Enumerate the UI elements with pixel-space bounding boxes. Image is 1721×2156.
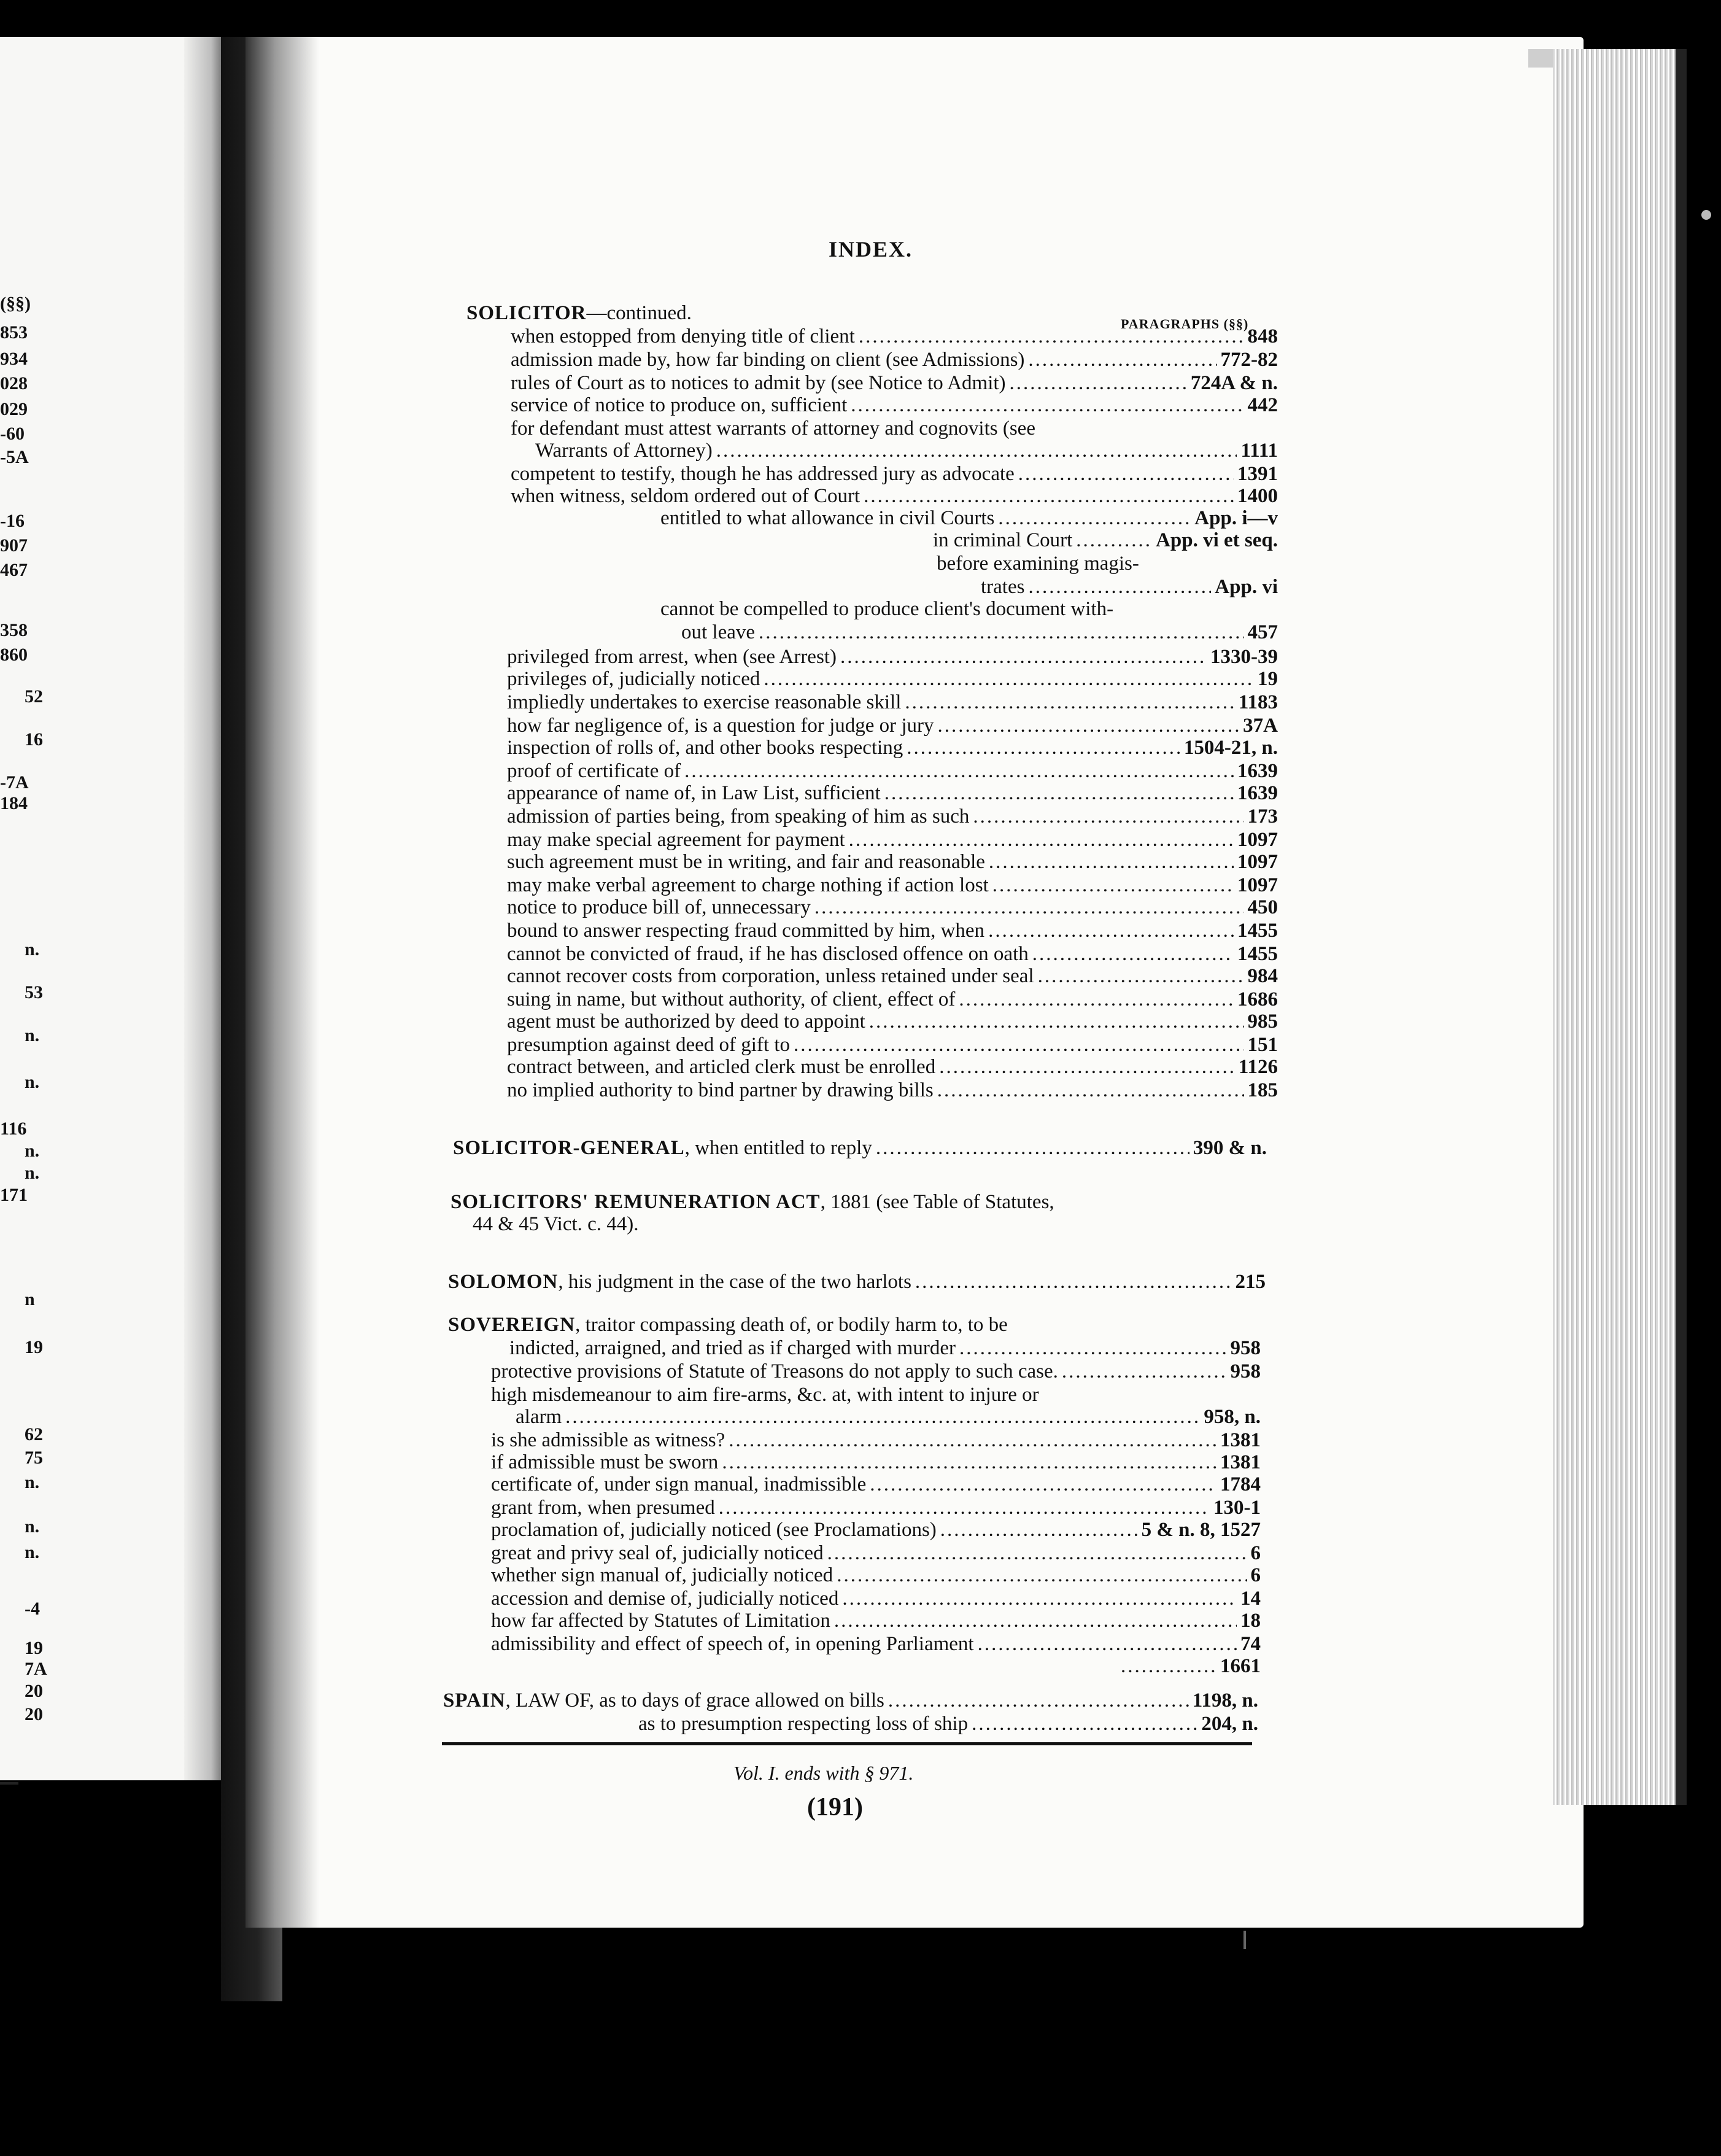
left-margin-number: 853	[0, 322, 28, 343]
entry-text: Warrants of Attorney)	[535, 440, 713, 462]
index-entry	[491, 1588, 1261, 1610]
dot-leader	[684, 760, 1234, 783]
left-margin-number: 53	[25, 982, 43, 1002]
dot-leader	[959, 1337, 1227, 1360]
paragraph-reference: 1455	[1237, 920, 1278, 942]
left-margin-number: 62	[25, 1424, 43, 1444]
left-margin-number: 20	[25, 1681, 43, 1701]
dot-leader	[834, 1610, 1237, 1632]
left-margin-number: 19	[25, 1337, 43, 1357]
dot-leader	[884, 782, 1234, 805]
dot-leader	[959, 988, 1234, 1011]
paragraph-reference: 1504-21, n.	[1183, 737, 1278, 759]
index-entry	[981, 576, 1278, 599]
index-entry	[491, 1542, 1261, 1565]
volume-note: Vol. I. ends with § 971.	[733, 1762, 914, 1784]
index-entry	[491, 1473, 1261, 1496]
dot-leader	[869, 1010, 1244, 1033]
index-headword-entry	[443, 1689, 1258, 1712]
dot-leader	[565, 1406, 1200, 1429]
page-curl-shadow	[246, 37, 319, 1928]
entry-text: cannot be convicted of fraud, if he has disclosed offence on oath	[507, 943, 1029, 965]
paragraph-reference: 1784	[1220, 1473, 1261, 1495]
paragraph-reference: 1111	[1240, 440, 1278, 462]
index-entry	[507, 943, 1278, 966]
paragraph-reference: 1330-39	[1210, 646, 1278, 668]
left-margin-number: 16	[25, 729, 43, 750]
paragraph-reference: 5 & n. 8, 1527	[1141, 1519, 1261, 1541]
index-entry	[507, 874, 1278, 897]
paragraph-reference: 958	[1230, 1360, 1261, 1382]
dot-leader	[907, 737, 1180, 759]
entry-text: impliedly undertakes to exercise reasonable skill	[507, 691, 902, 713]
paragraph-reference: 848	[1247, 325, 1278, 347]
page-edge-stack	[1553, 49, 1687, 1805]
entry-text: before examining magis-	[937, 553, 1139, 575]
dot-leader	[915, 1271, 1232, 1293]
paragraph-reference: 1639	[1237, 760, 1278, 782]
index-entry	[660, 598, 1113, 621]
paragraph-reference: 442	[1247, 394, 1278, 416]
paragraph-reference: 6	[1250, 1564, 1261, 1586]
headword: SOVEREIGN	[448, 1314, 576, 1336]
entry-text: 44 & 45 Vict. c. 44).	[473, 1213, 639, 1235]
left-margin-number: n.	[25, 1163, 40, 1183]
index-entry	[507, 920, 1278, 942]
index-entry	[473, 1213, 639, 1236]
left-margin-number: n.	[25, 1072, 40, 1092]
dot-leader	[1121, 1655, 1216, 1678]
entry-text: certificate of, under sign manual, inadmissible	[491, 1473, 867, 1495]
paragraph-reference: 390 & n.	[1193, 1137, 1267, 1159]
index-entry	[507, 715, 1278, 737]
paragraph-reference: 1686	[1237, 988, 1278, 1010]
index-entry	[491, 1384, 1039, 1406]
dot-leader	[864, 485, 1234, 508]
paragraph-reference: 173	[1247, 805, 1278, 828]
index-entry	[507, 1010, 1278, 1033]
index-entry	[507, 851, 1278, 874]
entry-text: for defendant must attest warrants of attorney and cognovits (see	[511, 417, 1035, 440]
dot-leader	[849, 829, 1234, 851]
page-number: (191)	[807, 1793, 863, 1821]
paragraph-reference: 958	[1230, 1337, 1261, 1359]
dot-leader	[1018, 463, 1234, 486]
index-entry	[660, 507, 1278, 530]
entry-text: out leave	[681, 621, 756, 643]
dot-leader	[1062, 1360, 1227, 1383]
paragraph-reference: 1097	[1237, 874, 1278, 896]
entry-text: is she admissible as witness?	[491, 1429, 725, 1451]
left-margin-number: 184	[0, 793, 28, 813]
index-entry	[507, 988, 1278, 1011]
paragraph-reference: 1126	[1238, 1056, 1278, 1078]
entry-text: such agreement must be in writing, and fair and reasonable	[507, 851, 985, 873]
dot-leader	[722, 1451, 1216, 1474]
paragraph-reference: App. vi et seq.	[1156, 529, 1278, 551]
scan-mark	[1243, 1931, 1246, 1949]
dot-leader	[716, 440, 1237, 462]
dot-leader	[1028, 349, 1216, 371]
dot-leader	[827, 1542, 1247, 1565]
index-entry	[507, 1079, 1278, 1102]
paragraph-reference: 1661	[1220, 1655, 1261, 1677]
left-margin-number: n.	[25, 1542, 40, 1562]
left-margin-number: n.	[25, 1516, 40, 1537]
index-entry	[507, 1034, 1278, 1057]
entry-text: inspection of rolls of, and other books respecting	[507, 737, 903, 759]
entry-text: SOLICITORS' REMUNERATION ACT, 1881 (see Table of Statutes,	[451, 1191, 1054, 1213]
dot-leader	[1032, 943, 1234, 966]
index-entry	[933, 529, 1278, 552]
entry-text: SOLICITOR—continued.	[466, 302, 692, 324]
left-margin-number: 860	[0, 645, 28, 665]
index-entry	[638, 1713, 1258, 1735]
paragraph-reference: 1381	[1220, 1451, 1261, 1473]
index-entry	[511, 349, 1278, 371]
paragraph-reference: 1455	[1237, 943, 1278, 965]
index-entry	[516, 1406, 1261, 1429]
dot-leader	[814, 896, 1244, 919]
index-entry	[491, 1564, 1261, 1587]
dot-leader	[764, 668, 1254, 691]
entry-text: suing in name, but without authority, of client, effect of	[507, 988, 956, 1010]
entry-text: service of notice to produce on, sufficient	[511, 394, 848, 416]
paragraph-reference: 985	[1247, 1010, 1278, 1033]
headword: SOLICITOR-GENERAL	[453, 1137, 685, 1159]
index-entry	[511, 372, 1278, 395]
dot-leader	[937, 1079, 1244, 1102]
index-entry	[507, 691, 1278, 714]
entry-text: SOLOMON, his judgment in the case of the two harlots	[448, 1271, 911, 1293]
paragraph-reference: 204, n.	[1201, 1713, 1258, 1735]
paragraph-reference: 37A	[1243, 715, 1278, 737]
entry-text: accession and demise of, judicially noticed	[491, 1588, 839, 1610]
entry-text: privileged from arrest, when (see Arrest)	[507, 646, 837, 668]
paragraph-reference: 151	[1247, 1034, 1278, 1056]
index-entry	[491, 1429, 1261, 1452]
entry-text: trates	[981, 576, 1025, 598]
index-entry	[1117, 1655, 1261, 1678]
entry-text: when estopped from denying title of client	[511, 325, 855, 347]
entry-text: may make special agreement for payment	[507, 829, 845, 851]
index-headword-entry	[451, 1191, 1054, 1214]
index-entry	[491, 1633, 1261, 1656]
left-page-rule	[0, 1782, 18, 1785]
left-margin-number: 116	[0, 1119, 27, 1139]
index-entry	[507, 737, 1278, 759]
index-entry	[507, 896, 1278, 919]
left-margin-number: -60	[0, 424, 25, 444]
paragraph-reference: 1381	[1220, 1429, 1261, 1451]
dot-leader	[888, 1689, 1189, 1712]
left-margin-number: -4	[25, 1599, 40, 1619]
paragraph-reference: 1097	[1237, 829, 1278, 851]
entry-text: contract between, and articled clerk must be enrolled	[507, 1056, 936, 1078]
dot-leader	[939, 1056, 1235, 1079]
paragraph-reference: 958, n.	[1204, 1406, 1261, 1428]
dot-leader	[794, 1034, 1244, 1057]
paragraph-reference: 185	[1247, 1079, 1278, 1101]
entry-text: grant from, when presumed	[491, 1497, 715, 1519]
index-entry	[511, 417, 1035, 440]
dot-leader	[1028, 576, 1211, 599]
running-head: INDEX.	[829, 237, 913, 262]
index-entry	[507, 646, 1278, 669]
entry-text: rules of Court as to notices to admit by (see Notice to Admit)	[511, 372, 1006, 394]
dot-leader	[870, 1473, 1216, 1496]
index-entry	[491, 1519, 1261, 1541]
bottom-rule	[442, 1742, 1252, 1745]
index-entry	[491, 1610, 1261, 1632]
headword: SOLOMON	[448, 1271, 559, 1293]
left-margin-number: n.	[25, 1141, 40, 1161]
paragraph-reference: 724A & n.	[1190, 372, 1278, 394]
paragraph-reference: 457	[1247, 621, 1278, 643]
index-entry	[511, 394, 1278, 417]
paragraph-reference: 19	[1258, 668, 1278, 690]
left-margin-number: 934	[0, 349, 28, 369]
index-entry	[507, 1056, 1278, 1079]
entry-text: admissibility and effect of speech of, in opening Parliament	[491, 1633, 974, 1655]
left-margin-number: 7A	[25, 1659, 47, 1679]
entry-text: agent must be authorized by deed to appoint	[507, 1010, 865, 1033]
entry-text: in criminal Court	[933, 529, 1073, 551]
left-margin-number: 75	[25, 1448, 43, 1468]
dot-leader	[940, 1519, 1138, 1541]
left-margin-number: -16	[0, 511, 25, 531]
entry-text: how far affected by Statutes of Limitation	[491, 1610, 830, 1632]
entry-text: if admissible must be sworn	[491, 1451, 719, 1473]
index-entry	[491, 1451, 1261, 1474]
left-margin-number: n.	[25, 1472, 40, 1492]
entry-text: as to presumption respecting loss of ship	[638, 1713, 969, 1735]
left-margin-number: 171	[0, 1185, 28, 1205]
dot-leader	[840, 646, 1207, 669]
entry-text: entitled to what allowance in civil Courts	[660, 507, 995, 529]
entry-text: indicted, arraigned, and tried as if charged with murder	[509, 1337, 956, 1359]
index-entry	[511, 325, 1278, 348]
index-entry	[937, 553, 1139, 575]
headword: SOLICITORS' REMUNERATION ACT	[451, 1191, 821, 1213]
dot-leader	[876, 1137, 1189, 1160]
paragraphs-label: PARAGRAPHS (§§)	[1121, 316, 1249, 332]
index-entry	[511, 485, 1278, 508]
entry-text: cannot be compelled to produce client's document with-	[660, 598, 1114, 620]
entry-text: proof of certificate of	[507, 760, 681, 782]
entry-text: great and privy seal of, judicially noticed	[491, 1542, 824, 1564]
dot-leader	[972, 1713, 1197, 1735]
paragraph-reference: 6	[1250, 1542, 1261, 1564]
paragraph-reference: 984	[1247, 965, 1278, 987]
dot-leader	[719, 1497, 1210, 1519]
left-margin-number: 19	[25, 1638, 43, 1658]
dot-leader	[989, 851, 1234, 874]
left-margin-number: n.	[25, 939, 40, 960]
entry-text: may make verbal agreement to charge nothing if action lost	[507, 874, 989, 896]
left-margin-number: -5A	[0, 447, 29, 467]
left-margin-number: 028	[0, 373, 28, 394]
entry-text: proclamation of, judicially noticed (see Proclamations)	[491, 1519, 937, 1541]
index-entry	[511, 463, 1278, 486]
entry-text: when witness, seldom ordered out of Court	[511, 485, 860, 507]
index-headword-entry	[448, 1314, 1008, 1336]
paragraph-reference: 130-1	[1213, 1497, 1261, 1519]
dot-leader	[759, 621, 1243, 644]
entry-text: notice to produce bill of, unnecessary	[507, 896, 811, 918]
left-margin-number: 467	[0, 560, 28, 580]
paragraph-reference: 215	[1235, 1271, 1266, 1293]
paragraph-reference: 1198, n.	[1192, 1689, 1258, 1712]
dot-leader	[859, 325, 1244, 348]
paragraph-reference: 772-82	[1220, 349, 1278, 371]
entry-text: admission of parties being, from speaking of him as such	[507, 805, 970, 828]
dot-leader	[842, 1588, 1237, 1610]
paragraph-reference: App. vi	[1215, 576, 1278, 598]
paragraph-reference: 1639	[1237, 782, 1278, 804]
scan-mark-dot	[1701, 210, 1711, 220]
entry-text: alarm	[516, 1406, 562, 1428]
paragraph-reference: 1391	[1237, 463, 1278, 485]
paragraph-reference: 74	[1240, 1633, 1261, 1655]
paragraph-reference: 1400	[1237, 485, 1278, 507]
entry-text: SOLICITOR-GENERAL, when entitled to reply	[453, 1137, 872, 1159]
index-entry	[507, 668, 1278, 691]
index-entry	[681, 621, 1278, 644]
dot-leader	[1038, 965, 1244, 988]
left-margin-number: n	[25, 1289, 35, 1309]
index-entry	[507, 760, 1278, 783]
entry-text: appearance of name of, in Law List, sufficient	[507, 782, 881, 804]
left-margin-number: -7A	[0, 772, 29, 793]
index-entry	[535, 440, 1278, 462]
entry-text: presumption against deed of gift to	[507, 1034, 790, 1056]
entry-text: SPAIN, LAW OF, as to days of grace allowed on bills	[443, 1689, 884, 1712]
index-entry	[507, 805, 1278, 828]
entry-text: bound to answer respecting fraud committed by him, when	[507, 920, 985, 942]
entry-text: how far negligence of, is a question for judge or jury	[507, 715, 934, 737]
dot-leader	[978, 1633, 1237, 1656]
entry-text: whether sign manual of, judicially noticed	[491, 1564, 833, 1586]
paragraph-reference: 450	[1247, 896, 1278, 918]
index-entry	[507, 782, 1278, 805]
index-entry	[509, 1337, 1261, 1360]
index-headword-entry	[453, 1137, 1267, 1160]
dot-leader	[851, 394, 1243, 417]
index-headword-entry	[448, 1271, 1266, 1293]
headword: SOLICITOR	[466, 302, 587, 324]
index-entry	[507, 965, 1278, 988]
left-margin-number: 52	[25, 686, 43, 707]
dot-leader	[992, 874, 1234, 897]
entry-text: privileges of, judicially noticed	[507, 668, 760, 690]
dot-leader	[998, 507, 1191, 530]
paragraph-reference: 18	[1240, 1610, 1261, 1632]
entry-text: admission made by, how far binding on client (see Admissions)	[511, 349, 1025, 371]
dot-leader	[837, 1564, 1247, 1587]
paragraph-reference: 14	[1240, 1588, 1261, 1610]
left-margin-number: n.	[25, 1025, 40, 1045]
entry-text: SOVEREIGN, traitor compassing death of, or bodily harm to, to be	[448, 1314, 1008, 1336]
entry-text: competent to testify, though he has addressed jury as advocate	[511, 463, 1015, 485]
paragraph-reference: App. i—v	[1194, 507, 1278, 529]
dot-leader	[938, 715, 1240, 737]
index-entry	[491, 1497, 1261, 1519]
left-margin-number: 029	[0, 399, 28, 419]
index-entry	[507, 829, 1278, 851]
left-margin-number: (§§)	[0, 293, 31, 314]
index-entry	[491, 1360, 1261, 1383]
index-headword-entry	[466, 302, 692, 325]
left-margin-number: 907	[0, 535, 28, 556]
headword: SPAIN	[443, 1689, 506, 1712]
entry-text: high misdemeanour to aim fire-arms, &c. at, with intent to injure or	[491, 1384, 1039, 1406]
dot-leader	[973, 805, 1243, 828]
paragraph-reference: 1183	[1238, 691, 1278, 713]
dot-leader	[1010, 372, 1187, 395]
dot-leader	[988, 920, 1234, 942]
dot-leader	[1076, 529, 1152, 552]
dot-leader	[905, 691, 1234, 714]
entry-text: protective provisions of Statute of Treasons do not apply to such case.	[491, 1360, 1058, 1382]
paragraph-reference: 1097	[1237, 851, 1278, 873]
entry-text: no implied authority to bind partner by drawing bills	[507, 1079, 934, 1101]
left-margin-number: 358	[0, 620, 28, 640]
entry-text: cannot recover costs from corporation, unless retained under seal	[507, 965, 1034, 987]
dot-leader	[729, 1429, 1216, 1452]
left-margin-number: 20	[25, 1704, 43, 1724]
